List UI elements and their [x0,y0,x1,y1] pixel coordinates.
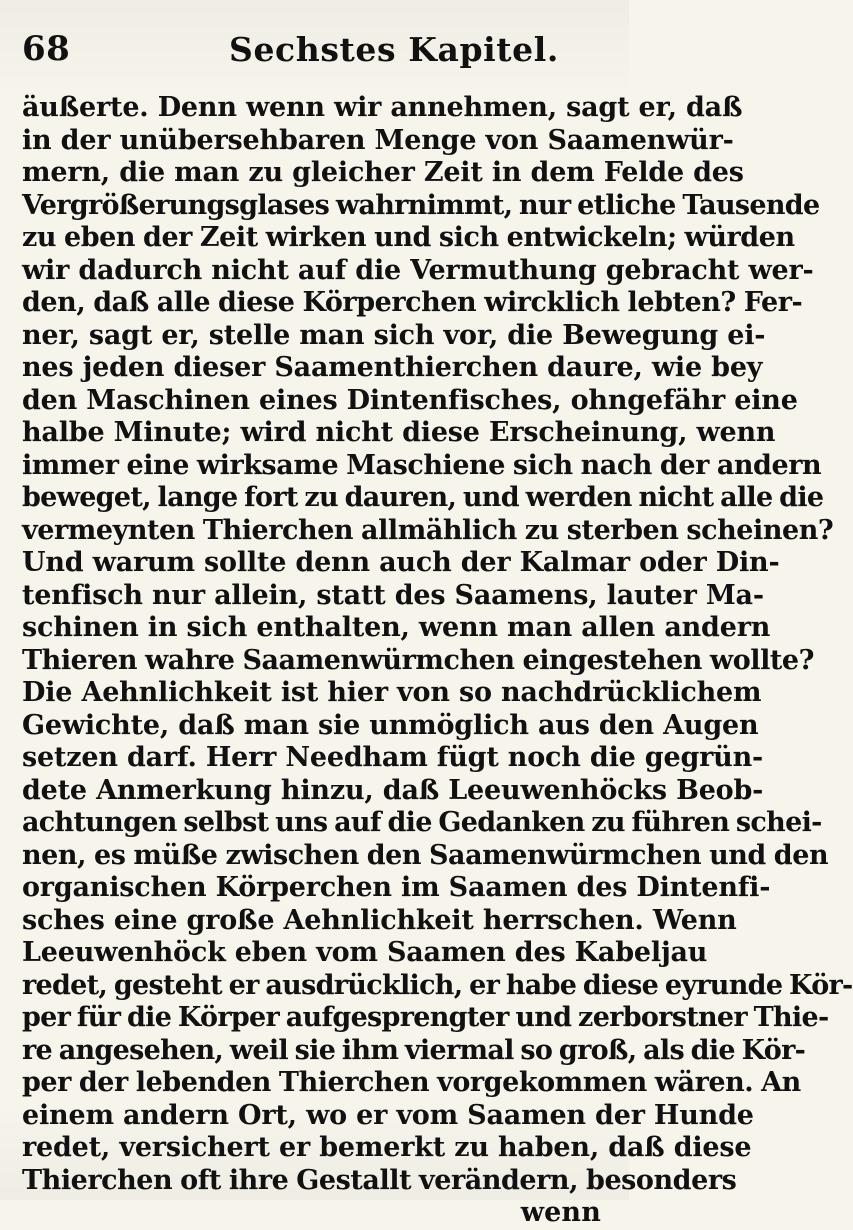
text-line: re angesehen, weil sie ihm viermal so groß, als die Kör- [22,1034,806,1066]
page-header [22,26,601,84]
text-line: redet, gesteht er ausdrücklich, er habe diese eyrunde Kör- [22,969,853,1001]
catchword: wenn [520,1197,601,1228]
text-line: Vergrößerungsglases wahrnimmt, nur etliche Tausende [22,189,820,221]
text-line: tenfisch nur allein, statt des Saamens, lauter Ma- [22,579,764,611]
text-line: äußerte. Denn wenn wir annehmen, sagt er, daß [22,92,743,123]
text-line: Leeuwenhöck eben vom Saamen des Kabeljau [22,937,708,968]
text-line: achtungen selbst uns auf die Gedanken zu führen schei- [22,807,822,838]
text-line: immer eine wirksame Maschiene sich nach der andern [22,449,822,481]
text-line: Die Aehnlichkeit ist hier von so nachdrücklichem [22,677,762,708]
text-line: zu eben der Zeit wirken und sich entwickeln; würden [22,222,795,253]
text-line: nes jeden dieser Saamenthierchen daure, wie bey [22,352,763,383]
text-line: dete Anmerkung hinzu, daß Leeuwenhöcks Beob- [22,774,764,806]
body-text [22,92,853,1230]
text-line: Thieren wahre Saamenwürmchen eingestehen wollte? [22,644,815,676]
text-line: organischen Körperchen im Saamen des Dintenfi- [22,872,771,903]
text-line: per für die Körper aufgesprengter und zerborstner Thie- [22,1002,829,1033]
text-line: nen, es müße zwischen den Saamenwürmchen und den [22,839,829,871]
text-line: Gewichte, daß man sie unmöglich aus den Augen [22,709,759,741]
text-line: wir dadurch nicht auf die Vermuthung gebracht wer- [22,254,814,286]
page-number: 68 [22,29,71,69]
text-line: in der unübersehbaren Menge von Saamenwür- [22,124,734,156]
text-line: Und warum sollte denn auch der Kalmar oder Din- [22,547,780,578]
text-line: den, daß alle diese Körperchen wircklich lebten? Fer- [22,287,803,318]
text-line: beweget, lange fort zu dauren, und werden nicht alle die [22,482,824,513]
text-line: redet, versichert er bemerkt zu haben, daß diese [22,1132,752,1163]
text-line: halbe Minute; wird nicht diese Erscheinung, wenn [22,417,776,448]
text-line: vermeynten Thierchen allmählich zu sterben scheinen? [22,514,834,546]
text-line: per der lebenden Thierchen vorgekommen wären. An [22,1067,801,1098]
text-line: sches eine große Aehnlichkeit herrschen. Wenn [22,904,737,936]
text-line: Thierchen oft ihre Gestallt verändern, besonders [22,1164,737,1196]
text-line: setzen darf. Herr Needham fügt noch die gegrün- [22,742,764,773]
running-head: Sechstes Kapitel. [229,30,559,69]
text-line: den Maschinen eines Dintenfisches, ohngefähr eine [22,384,798,416]
text-line: schinen in sich enthalten, wenn man allen andern [22,612,771,643]
text-line: mern, die man zu gleicher Zeit in dem Felde des [22,157,744,188]
text-line: einem andern Ort, wo er vom Saamen der Hunde [22,1099,754,1131]
text-line: ner, sagt er, stelle man sich vor, die Bewegung ei- [22,319,766,351]
